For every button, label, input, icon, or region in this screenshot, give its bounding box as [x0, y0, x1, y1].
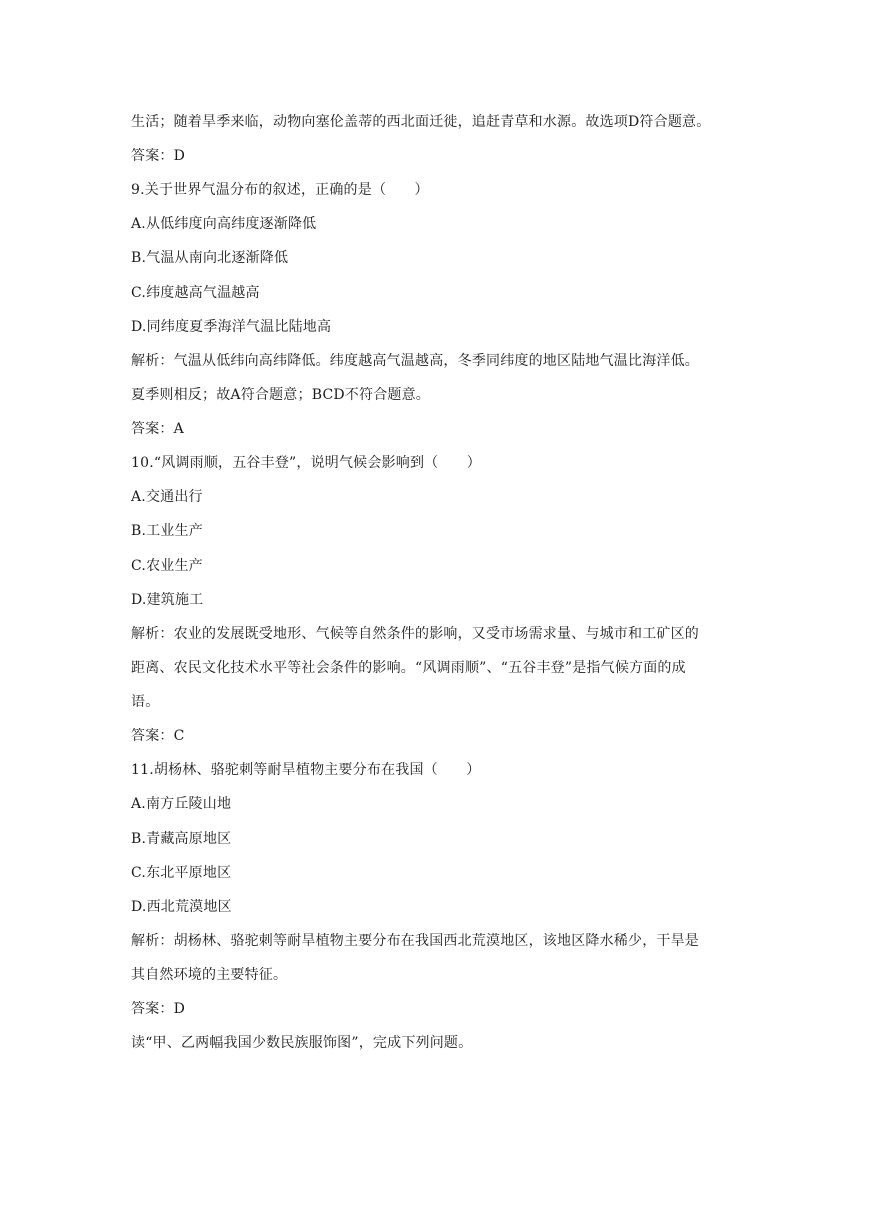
question-9-option-d: D.同纬度夏季海洋气温比陆地高 — [131, 319, 332, 335]
question-10-option-b: B.工业生产 — [131, 523, 203, 539]
question-9-option-c: C.纬度越高气温越高 — [131, 285, 260, 301]
question-9-explanation-line-1: 解析：气温从低纬向高纬降低。纬度越高气温越高，冬季同纬度的地区陆地气温比海洋低。 — [131, 353, 699, 369]
question-10-option-d: D.建筑施工 — [131, 592, 204, 608]
question-10-stem: 10.“风调雨顺，五谷丰登”，说明气候会影响到（ ） — [131, 455, 481, 471]
question-10-explanation-line-2: 距离、农民文化技术水平等社会条件的影响。“风调雨顺”、“五谷丰登”是指气候方面的成 — [131, 660, 686, 676]
answer-line: 答案：D — [131, 148, 186, 164]
question-9-stem: 9.关于世界气温分布的叙述，正确的是（ ） — [131, 182, 429, 198]
question-10-option-a: A.交通出行 — [131, 489, 203, 505]
question-9-option-b: B.气温从南向北逐渐降低 — [131, 250, 289, 266]
question-11-option-b: B.青藏高原地区 — [131, 831, 232, 847]
question-11-answer: 答案：D — [131, 1001, 186, 1017]
question-10-explanation-line-1: 解析：农业的发展既受地形、气候等自然条件的影响，又受市场需求量、与城市和工矿区的 — [131, 626, 699, 642]
question-9-answer: 答案：A — [131, 421, 184, 437]
question-11-option-a: A.南方丘陵山地 — [131, 796, 232, 812]
question-11-option-d: D.西北荒漠地区 — [131, 899, 232, 915]
question-11-explanation-line-2: 其自然环境的主要特征。 — [131, 967, 288, 983]
question-9-option-a: A.从低纬度向高纬度逐渐降低 — [131, 216, 317, 232]
reading-instruction: 读“甲、乙两幅我国少数民族服饰图”，完成下列问题。 — [131, 1035, 473, 1051]
question-11-explanation-line-1: 解析：胡杨林、骆驼刺等耐旱植物主要分布在我国西北荒漠地区，该地区降水稀少，干旱是 — [131, 933, 699, 949]
question-10-answer: 答案：C — [131, 728, 185, 744]
question-10-option-c: C.农业生产 — [131, 558, 203, 574]
question-11-stem: 11.胡杨林、骆驼刺等耐旱植物主要分布在我国（ ） — [131, 762, 481, 778]
question-10-explanation-line-3: 语。 — [131, 694, 160, 710]
explanation-text-line: 生活；随着旱季来临，动物向塞伦盖蒂的西北面迁徙，追赶青草和水源。故选项D符合题意。 — [131, 114, 711, 130]
question-11-option-c: C.东北平原地区 — [131, 865, 232, 881]
question-9-explanation-line-2: 夏季则相反；故A符合题意；BCD不符合题意。 — [131, 387, 430, 403]
